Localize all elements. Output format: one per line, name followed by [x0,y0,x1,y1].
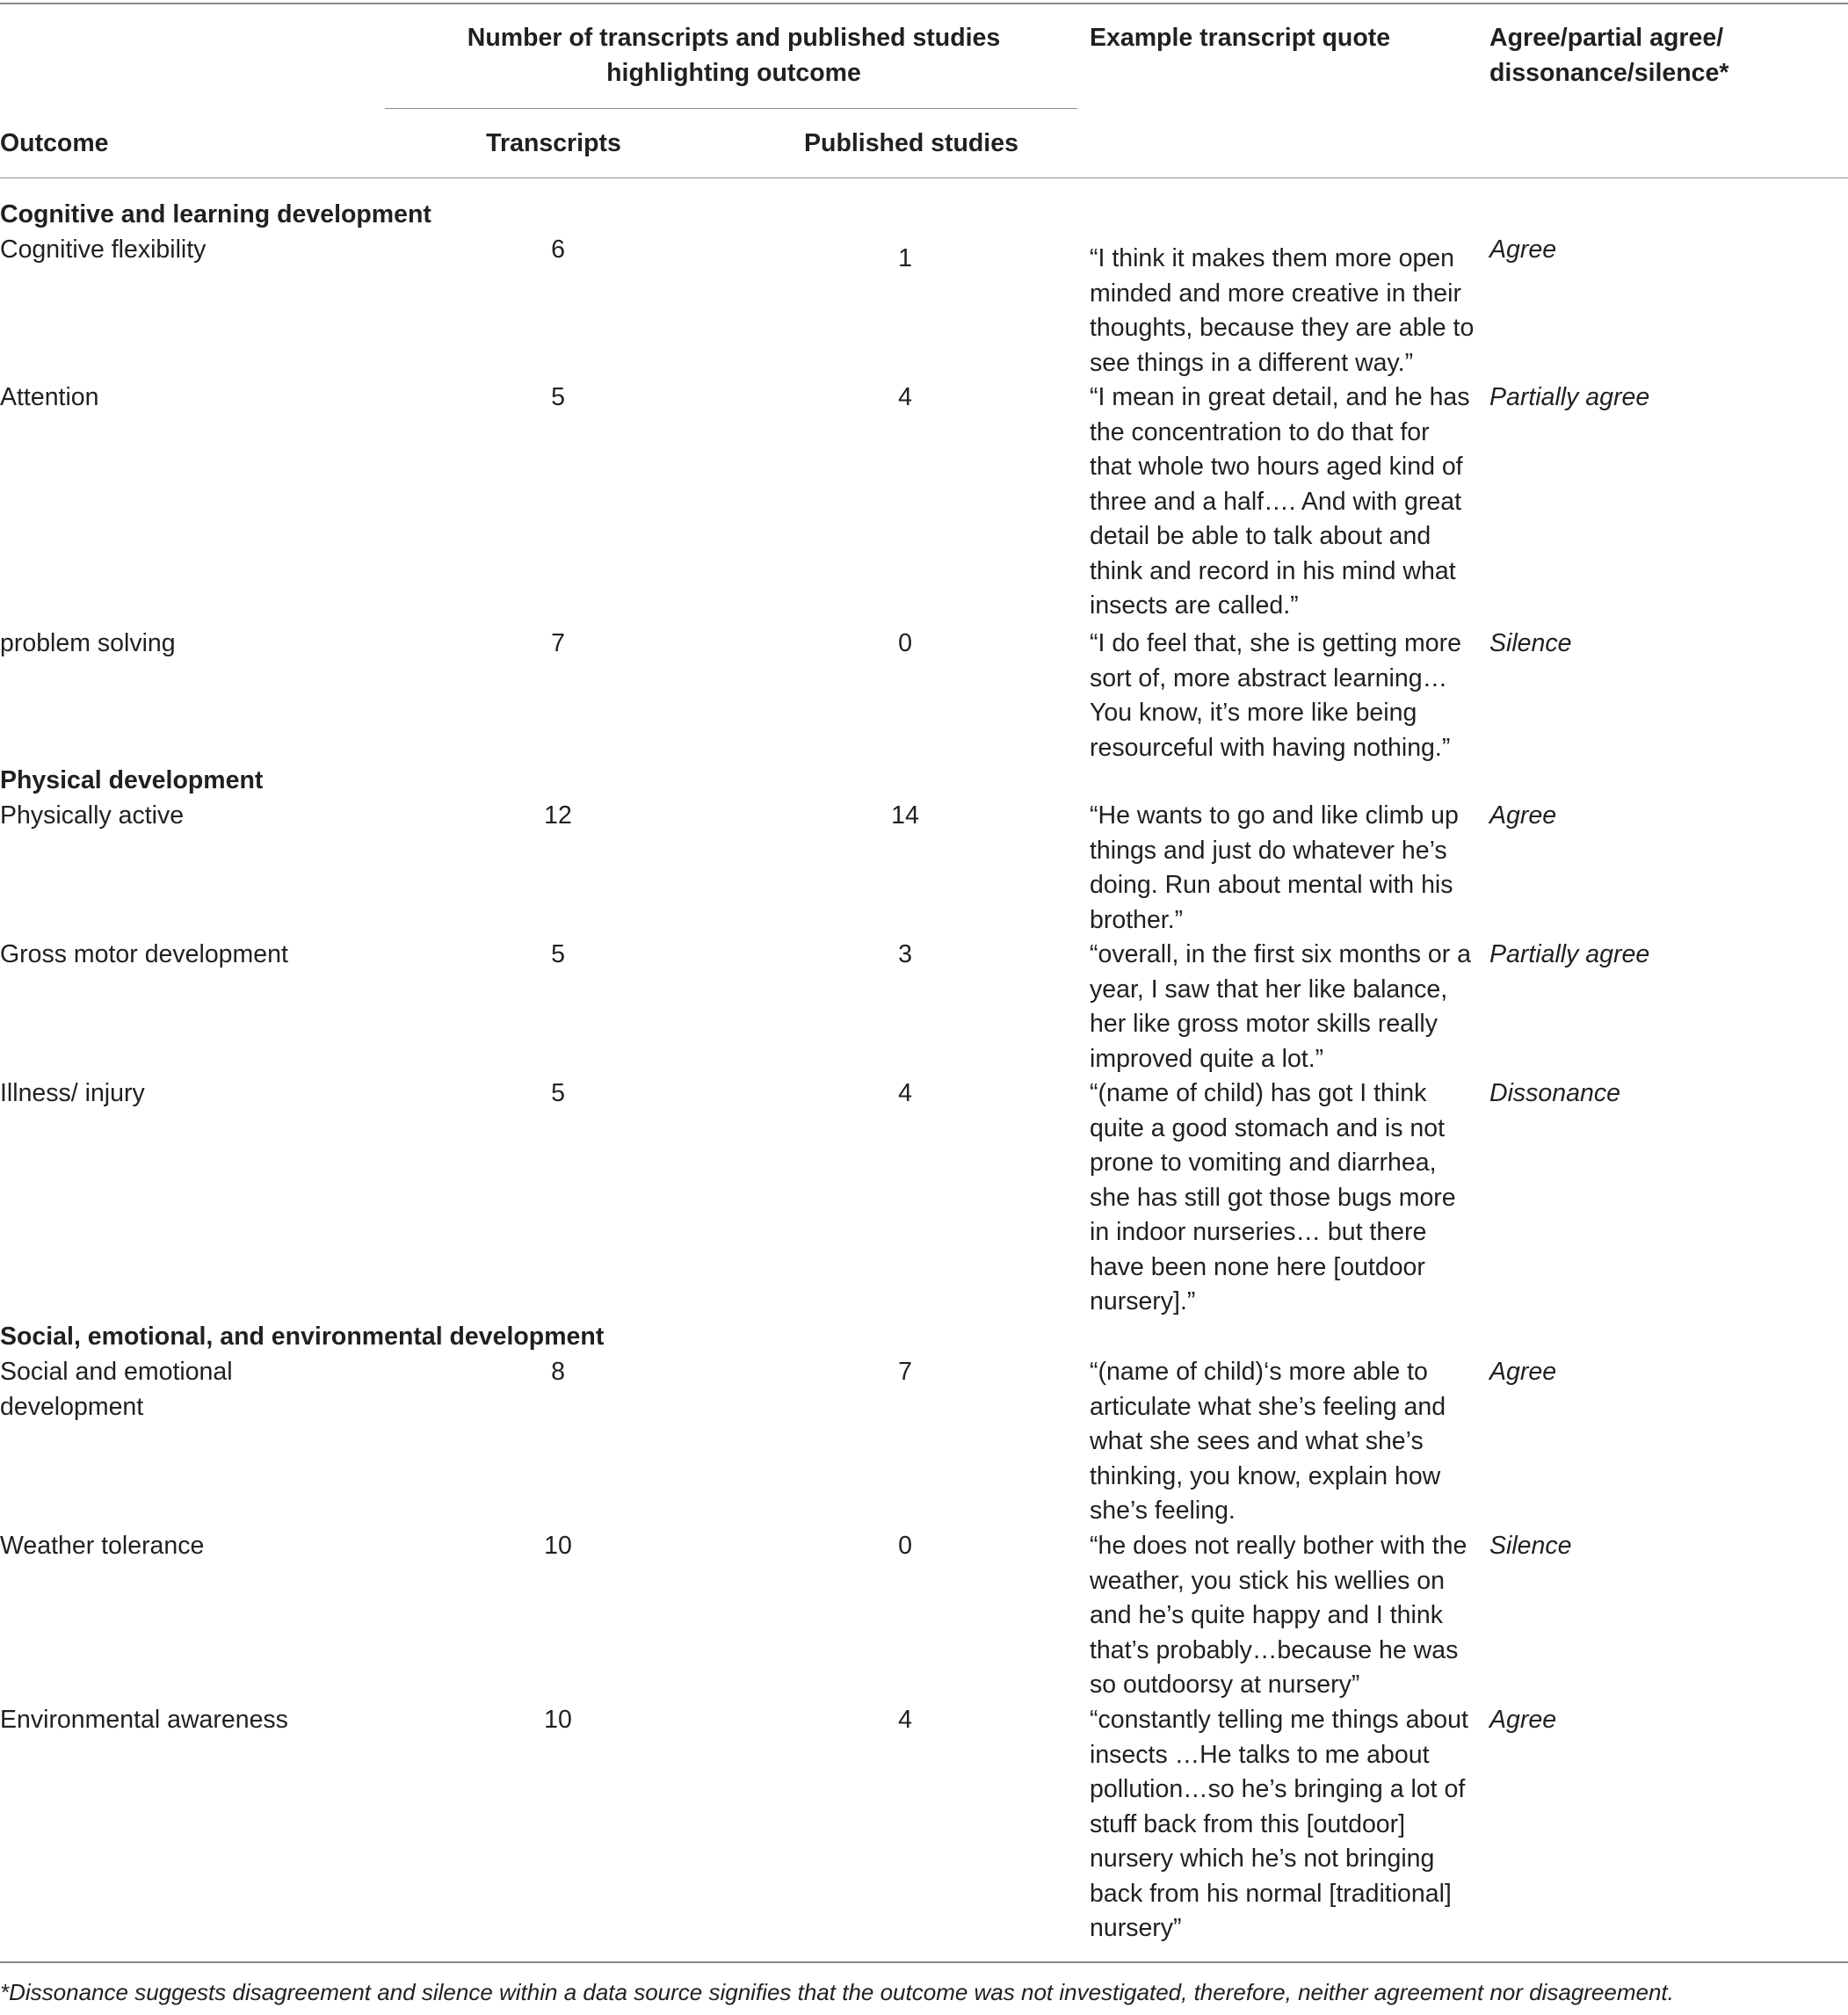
published-cell: 0 [898,629,912,657]
outcome-cell: Weather tolerance [0,1532,205,1560]
transcripts-cell: 6 [551,236,565,264]
published-cell: 4 [898,1706,912,1734]
agreement-cell: Silence [1489,629,1572,657]
agreement-cell: Agree [1489,236,1557,264]
header-quote: Example transcript quote [1090,24,1391,52]
transcripts-cell: 10 [544,1706,572,1734]
outcome-cell: problem solving [0,629,176,657]
published-cell: 4 [898,383,912,411]
header-agreement: Agree/partial agree/ dissonance/silence* [1489,24,1729,87]
header-transcripts: Transcripts [486,129,621,157]
agreement-cell: Agree [1489,801,1557,830]
agreement-cell: Partially agree [1489,940,1650,968]
outcome-cell: Illness/ injury [0,1079,145,1107]
section-title: Physical development [0,766,264,794]
published-cell: 4 [898,1079,912,1107]
agreement-cell: Silence [1489,1532,1572,1560]
published-cell: 0 [898,1532,912,1560]
quote-cell: “he does not really bother with the weather, you stick his wellies on and he’s quite happy and I think that’s probably…because he was so outdoorsy at nursery” [1090,1532,1468,1699]
outcome-cell: Environmental awareness [0,1706,288,1734]
agreement-cell: Agree [1489,1706,1557,1734]
group-heading: Number of transcripts and published studies highlighting outcome [467,24,1001,87]
transcripts-cell: 7 [551,629,565,657]
outcome-cell: Attention [0,383,99,411]
published-cell: 1 [898,244,912,272]
agreement-cell: Agree [1489,1358,1557,1386]
header-published-studies: Published studies [804,129,1018,157]
transcripts-cell: 5 [551,1079,565,1107]
agreement-cell: Dissonance [1489,1079,1620,1107]
table-bottom-rule [0,1961,1848,1963]
transcripts-cell: 12 [544,801,572,830]
outcome-cell: Gross motor development [0,940,288,968]
transcripts-cell: 8 [551,1358,565,1386]
section-title: Social, emotional, and environmental development [0,1323,605,1351]
quote-cell: “(name of child)‘s more able to articulate what she’s feeling and what she sees and what she’s thinking, you know, explain how she’s feeling. [1090,1358,1446,1525]
footnote: *Dissonance suggests disagreement and silence within a data source signifies that the outcome was not investigated, therefore, neither agreement nor disagreement. [0,1979,1674,2005]
quote-cell: “He wants to go and like climb up things and just do whatever he’s doing. Run about mental with his brother.” [1090,801,1459,934]
group-heading-rule [385,108,1077,109]
outcome-cell: Cognitive flexibility [0,236,207,264]
quote-cell: “I think it makes them more open minded and more creative in their thoughts, because they are able to see things in a different way.” [1090,244,1475,377]
top-rule [0,3,1848,4]
agreement-cell: Partially agree [1489,383,1650,411]
outcome-cell: Social and emotional development [0,1358,233,1421]
quote-cell: “I mean in great detail, and he has the concentration to do that for that whole two hours aged kind of three and a half…. And with great detail be able to talk about and think and record in his mind what insects are called.” [1090,383,1470,620]
quote-cell: “constantly telling me things about insects …He talks to me about pollution…so he’s bringing a lot of stuff back from this [outdoor] nursery which he’s not bringing back from his normal [traditional] nursery” [1090,1706,1468,1942]
quote-cell: “I do feel that, she is getting more sort of, more abstract learning… You know, it’s more like being resourceful with having nothing.” [1090,629,1461,762]
outcome-cell: Physically active [0,801,185,830]
section-title: Cognitive and learning development [0,200,431,228]
transcripts-cell: 5 [551,940,565,968]
published-cell: 7 [898,1358,912,1386]
published-cell: 14 [891,801,919,830]
published-cell: 3 [898,940,912,968]
transcripts-cell: 10 [544,1532,572,1560]
quote-cell: “(name of child) has got I think quite a good stomach and is not prone to vomiting and diarrhea, she has still got those bugs more in indoor nurseries… but there have been none here [outdoor nursery].” [1090,1079,1456,1316]
quote-cell: “overall, in the first six months or a year, I saw that her like balance, her like gross motor skills really improved quite a lot.” [1090,940,1471,1073]
transcripts-cell: 5 [551,383,565,411]
header-outcome: Outcome [0,129,109,157]
